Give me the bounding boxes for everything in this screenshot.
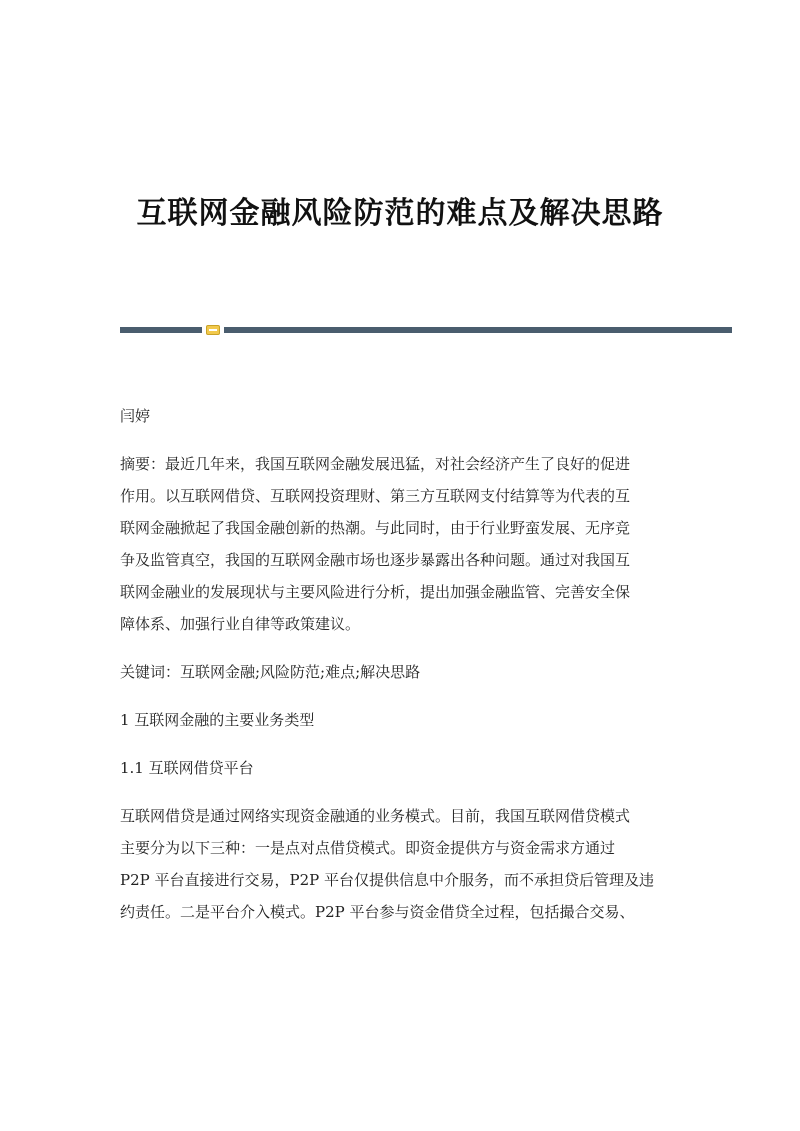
abstract-line: 联网金融业的发展现状与主要风险进行分析，提出加强金融监管、完善安全保: [120, 583, 631, 601]
abstract-line: 作用。以互联网借贷、互联网投资理财、第三方互联网支付结算等为代表的互: [120, 487, 631, 505]
section-1-1-heading: 1.1 互联网借贷平台: [120, 759, 254, 777]
keywords-line: 关键词：互联网金融;风险防范;难点;解决思路: [120, 663, 421, 681]
author-name: 闫婷: [120, 407, 151, 425]
document-body: [120, 400, 680, 944]
paragraph-line: P2P 平台直接进行交易，P2P 平台仅提供信息中介服务，而不承担贷后管理及违: [120, 871, 654, 889]
title-divider: [120, 326, 732, 334]
divider-emblem-icon: [206, 325, 220, 335]
abstract-paragraph: [120, 448, 680, 640]
section-1-heading: 1 互联网金融的主要业务类型: [120, 711, 315, 729]
abstract-line: 障体系、加强行业自律等政策建议。: [120, 615, 361, 633]
divider-left-bar: [120, 327, 202, 333]
paragraph-line: 互联网借贷是通过网络实现资金融通的业务模式。目前，我国互联网借贷模式: [120, 807, 631, 825]
abstract-line: 争及监管真空，我国的互联网金融市场也逐步暴露出各种问题。通过对我国互: [120, 551, 631, 569]
document-title: 互联网金融风险防范的难点及解决思路: [136, 196, 664, 231]
section-1-1-paragraph: [120, 800, 680, 928]
abstract-line: 联网金融掀起了我国金融创新的热潮。与此同时，由于行业野蛮发展、无序竞: [120, 519, 631, 537]
paragraph-line: 主要分为以下三种：一是点对点借贷模式。即资金提供方与资金需求方通过: [120, 839, 616, 857]
divider-right-bar: [224, 327, 732, 333]
paragraph-line: 约责任。二是平台介入模式。P2P 平台参与资金借贷全过程，包括撮合交易、: [120, 903, 635, 921]
abstract-line: 摘要：最近几年来，我国互联网金融发展迅猛，对社会经济产生了良好的促进: [120, 455, 631, 473]
